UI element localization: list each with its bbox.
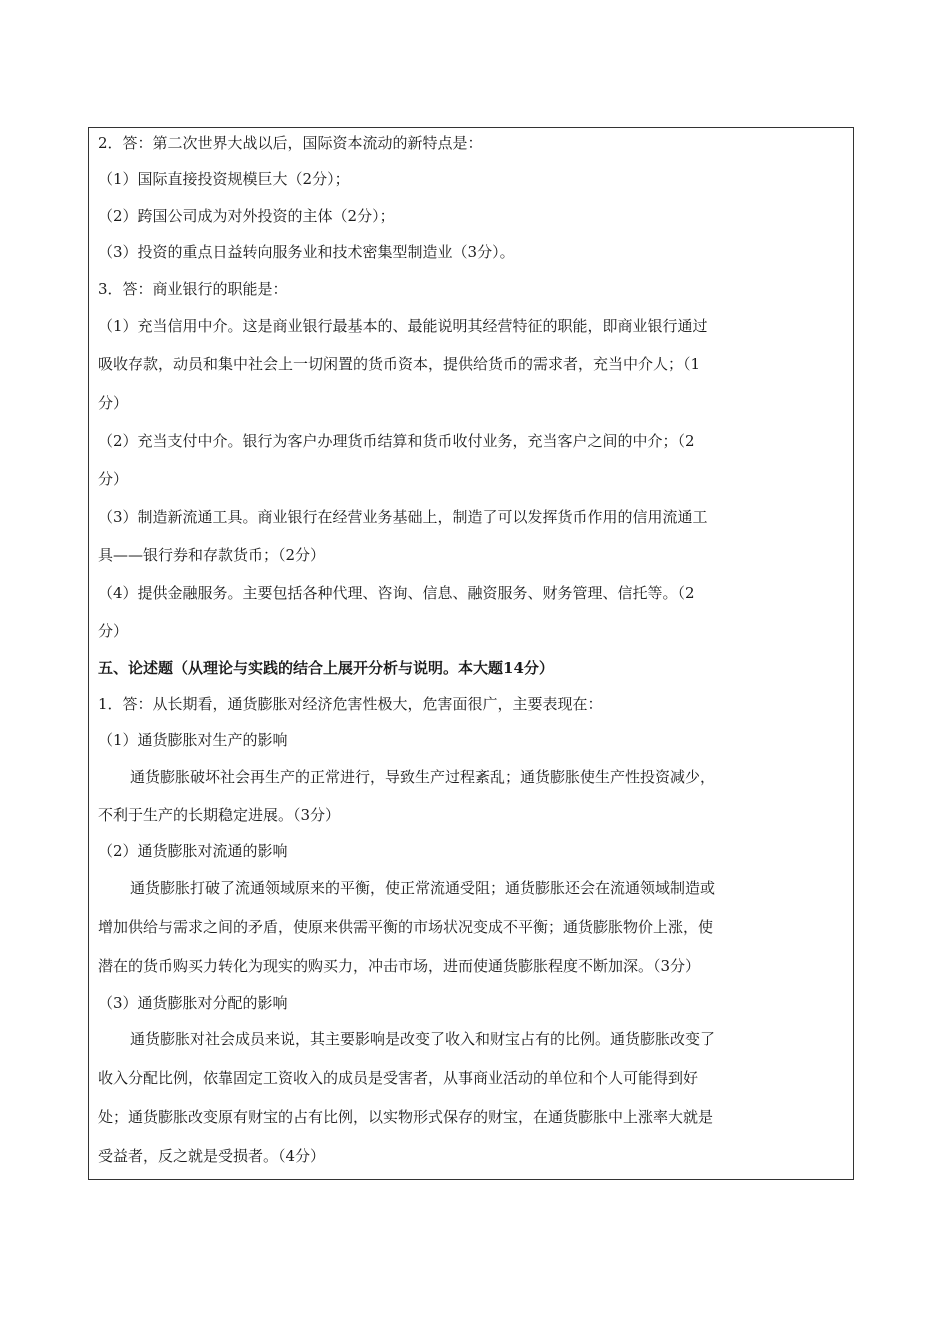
essay-1-sub-3-title: （3）通货膨胀对分配的影响 (98, 994, 288, 1012)
answer-2-item-1: （1）国际直接投资规模巨大（2分）； (98, 170, 350, 188)
answer-3-item-1-line-3: 分） (98, 394, 129, 412)
answer-2-item-3: （3）投资的重点日益转向服务业和技术密集型制造业（3分）。 (98, 243, 515, 261)
essay-1-sub-3-line-2: 收入分配比例，依靠固定工资收入的成员是受害者，从事商业活动的单位和个人可能得到好 (98, 1069, 699, 1087)
answer-3-item-3-line-1: （3）制造新流通工具。商业银行在经营业务基础上，制造了可以发挥货币作用的信用流通工 (98, 508, 708, 526)
essay-1-sub-2-line-1: 通货膨胀打破了流通领域原来的平衡，使正常流通受阻；通货膨胀还会在流通领域制造或 (130, 879, 716, 897)
essay-1-sub-2-title: （2）通货膨胀对流通的影响 (98, 842, 288, 860)
answer-3-item-1-line-1: （1）充当信用中介。这是商业银行最基本的、最能说明其经营特征的职能，即商业银行通过 (98, 317, 708, 335)
essay-1-sub-2-line-3: 潜在的货币购买力转化为现实的购买力，冲击市场，进而使通货膨胀程度不断加深。（3分） (98, 957, 701, 975)
answer-3-item-4-line-2: 分） (98, 622, 129, 640)
essay-1-sub-3-line-3: 处；通货膨胀改变原有财宝的占有比例，以实物形式保存的财宝，在通货膨胀中上涨率大就是 (98, 1108, 714, 1126)
section-5-heading: 五、论述题（从理论与实践的结合上展开分析与说明。本大题14分） (98, 659, 554, 677)
answer-3-item-3-line-2: 具——银行券和存款货币；（2分） (98, 546, 326, 564)
essay-1-sub-1-title: （1）通货膨胀对生产的影响 (98, 731, 288, 749)
essay-1-sub-3-line-4: 受益者，反之就是受损者。（4分） (98, 1147, 326, 1165)
essay-1-sub-2-line-2: 增加供给与需求之间的矛盾，使原来供需平衡的市场状况变成不平衡；通货膨胀物价上涨，使 (98, 918, 714, 936)
essay-1-sub-1-line-2: 不利于生产的长期稳定进展。（3分） (98, 806, 341, 824)
answer-2-heading: 2．答：第二次世界大战以后，国际资本流动的新特点是： (98, 134, 483, 152)
answer-2-item-2: （2）跨国公司成为对外投资的主体（2分）； (98, 207, 395, 225)
answer-3-item-2-line-1: （2）充当支付中介。银行为客户办理货币结算和货币收付业务，充当客户之间的中介；（2 (98, 432, 695, 450)
answer-3-item-2-line-2: 分） (98, 470, 129, 488)
essay-1-heading: 1．答：从长期看，通货膨胀对经济危害性极大，危害面很广，主要表现在： (98, 695, 603, 713)
answer-3-item-4-line-1: （4）提供金融服务。主要包括各种代理、咨询、信息、融资服务、财务管理、信托等。（2 (98, 584, 695, 602)
essay-1-sub-1-line-1: 通货膨胀破坏社会再生产的正常进行，导致生产过程紊乱；通货膨胀使生产性投资减少， (130, 768, 716, 786)
essay-1-sub-3-line-1: 通货膨胀对社会成员来说，其主要影响是改变了收入和财宝占有的比例。通货膨胀改变了 (130, 1030, 716, 1048)
answer-3-heading: 3．答：商业银行的职能是： (98, 280, 288, 298)
answer-3-item-1-line-2: 吸收存款，动员和集中社会上一切闲置的货币资本，提供给货币的需求者，充当中介人；（1 (98, 355, 701, 373)
